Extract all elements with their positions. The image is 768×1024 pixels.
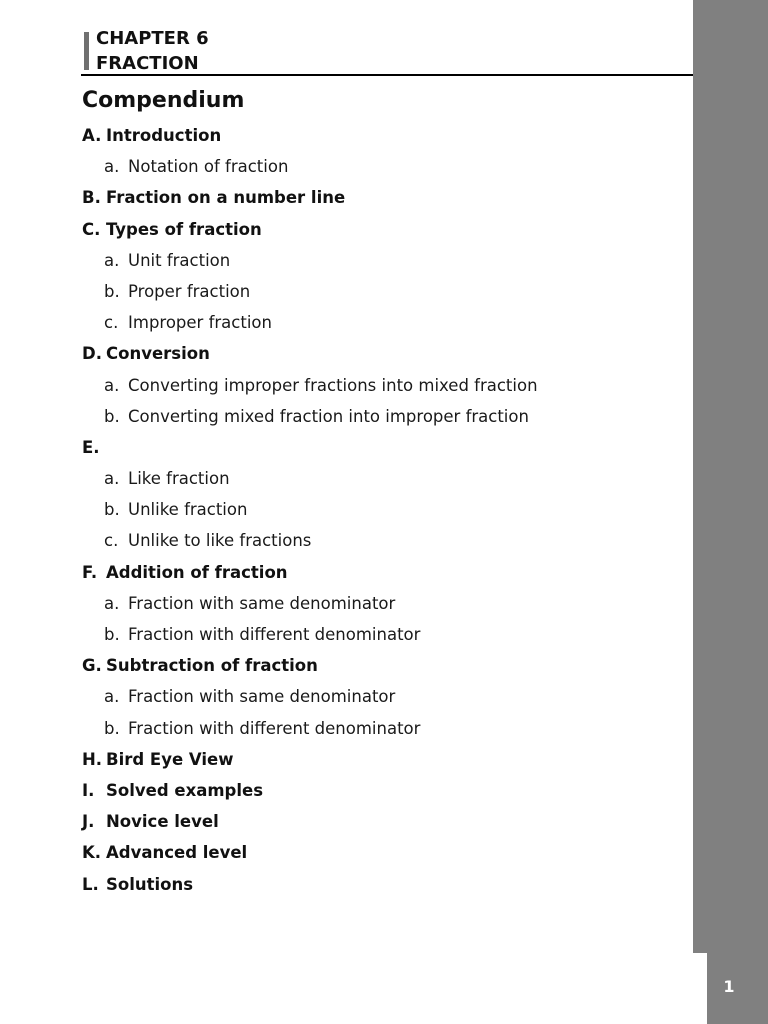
outline-text: Types of fraction bbox=[106, 219, 262, 239]
outline-subitem bbox=[82, 245, 538, 276]
outline-marker: B. bbox=[82, 188, 101, 208]
outline-marker: a. bbox=[104, 469, 120, 489]
outline-text: Fraction on a number line bbox=[106, 188, 346, 208]
outline-text: Like fraction bbox=[128, 469, 230, 489]
outline-subitem bbox=[82, 370, 538, 401]
outline-text: Introduction bbox=[106, 126, 222, 145]
outline-section bbox=[82, 744, 538, 775]
side-bar bbox=[693, 0, 768, 953]
chapter-number: CHAPTER 6 bbox=[96, 28, 209, 49]
outline-marker: K. bbox=[82, 843, 102, 863]
outline-subitem bbox=[82, 713, 538, 744]
outline-marker: I. bbox=[82, 780, 95, 800]
outline-subitem bbox=[82, 681, 538, 712]
page-number: 1 bbox=[723, 977, 735, 996]
outline-text: Proper fraction bbox=[128, 281, 251, 301]
outline-text: Improper fraction bbox=[128, 313, 272, 333]
outline-section bbox=[82, 650, 538, 681]
outline-subitem bbox=[82, 494, 538, 525]
outline-section bbox=[82, 214, 538, 245]
outline-marker: G. bbox=[82, 656, 102, 676]
outline-section bbox=[82, 557, 538, 588]
outline-section bbox=[82, 869, 538, 900]
outline-text: Bird Eye View bbox=[106, 749, 234, 769]
outline-marker: b. bbox=[104, 625, 120, 644]
outline-marker: C. bbox=[82, 219, 101, 239]
outline-section bbox=[82, 775, 538, 806]
chapter-heading bbox=[96, 26, 209, 76]
outline-subitem bbox=[82, 151, 538, 182]
outline-marker: b. bbox=[104, 500, 120, 520]
outline-marker: b. bbox=[104, 718, 120, 738]
outline-text: Fraction with different denominator bbox=[128, 718, 421, 738]
outline-text: Advanced level bbox=[106, 843, 248, 863]
outline-text: Unit fraction bbox=[128, 250, 231, 270]
outline-section bbox=[82, 338, 538, 369]
outline-marker: F. bbox=[82, 562, 98, 582]
outline-section bbox=[82, 837, 538, 868]
outline-text: Conversion bbox=[106, 344, 210, 364]
outline-section bbox=[82, 432, 538, 463]
outline-subitem bbox=[82, 276, 538, 307]
outline-text: Novice level bbox=[106, 812, 219, 832]
outline-text: Unlike fraction bbox=[128, 500, 248, 520]
outline-marker: a. bbox=[104, 687, 120, 707]
outline-marker: J. bbox=[82, 812, 95, 832]
outline-marker: b. bbox=[104, 406, 120, 426]
outline-marker: L. bbox=[82, 874, 99, 894]
outline-section bbox=[82, 182, 538, 213]
outline-text: Fraction with different denominator bbox=[128, 625, 421, 644]
outline-subitem bbox=[82, 619, 538, 650]
outline-subitem bbox=[82, 588, 538, 619]
outline-marker: a. bbox=[104, 250, 120, 270]
outline-text: Unlike to like fractions bbox=[128, 531, 312, 551]
outline-text: Notation of fraction bbox=[128, 157, 289, 177]
outline-marker: b. bbox=[104, 281, 120, 301]
outline-section bbox=[82, 806, 538, 837]
outline-marker: c. bbox=[104, 313, 119, 333]
outline-subitem bbox=[82, 463, 538, 494]
outline-text: Solutions bbox=[106, 874, 194, 894]
outline-text: Solved examples bbox=[106, 780, 264, 800]
outline-text: Addition of fraction bbox=[106, 562, 288, 582]
outline-marker: a. bbox=[104, 375, 120, 395]
outline-marker: a. bbox=[104, 593, 120, 613]
outline-marker: a. bbox=[104, 157, 120, 177]
outline-text: Fraction with same denominator bbox=[128, 687, 396, 707]
outline-subitem bbox=[82, 307, 538, 338]
outline-marker: E. bbox=[82, 437, 100, 457]
outline-subitem bbox=[82, 525, 538, 556]
outline-section bbox=[82, 120, 538, 151]
chapter-marker-bar bbox=[84, 32, 89, 70]
outline-text: Fraction with same denominator bbox=[128, 593, 396, 613]
chapter-title: FRACTION bbox=[96, 53, 199, 74]
header-divider bbox=[81, 74, 693, 76]
outline-subitem bbox=[82, 401, 538, 432]
outline-text: Converting improper fractions into mixed fraction bbox=[128, 375, 538, 395]
outline-text: Converting mixed fraction into improper fraction bbox=[128, 406, 529, 426]
outline-text: Subtraction of fraction bbox=[106, 656, 318, 676]
compendium-outline bbox=[82, 120, 538, 900]
outline-marker: H. bbox=[82, 749, 103, 769]
outline-marker: c. bbox=[104, 531, 119, 551]
outline-marker: D. bbox=[82, 344, 102, 364]
outline-marker: A. bbox=[82, 126, 102, 145]
compendium-title: Compendium bbox=[82, 88, 245, 113]
